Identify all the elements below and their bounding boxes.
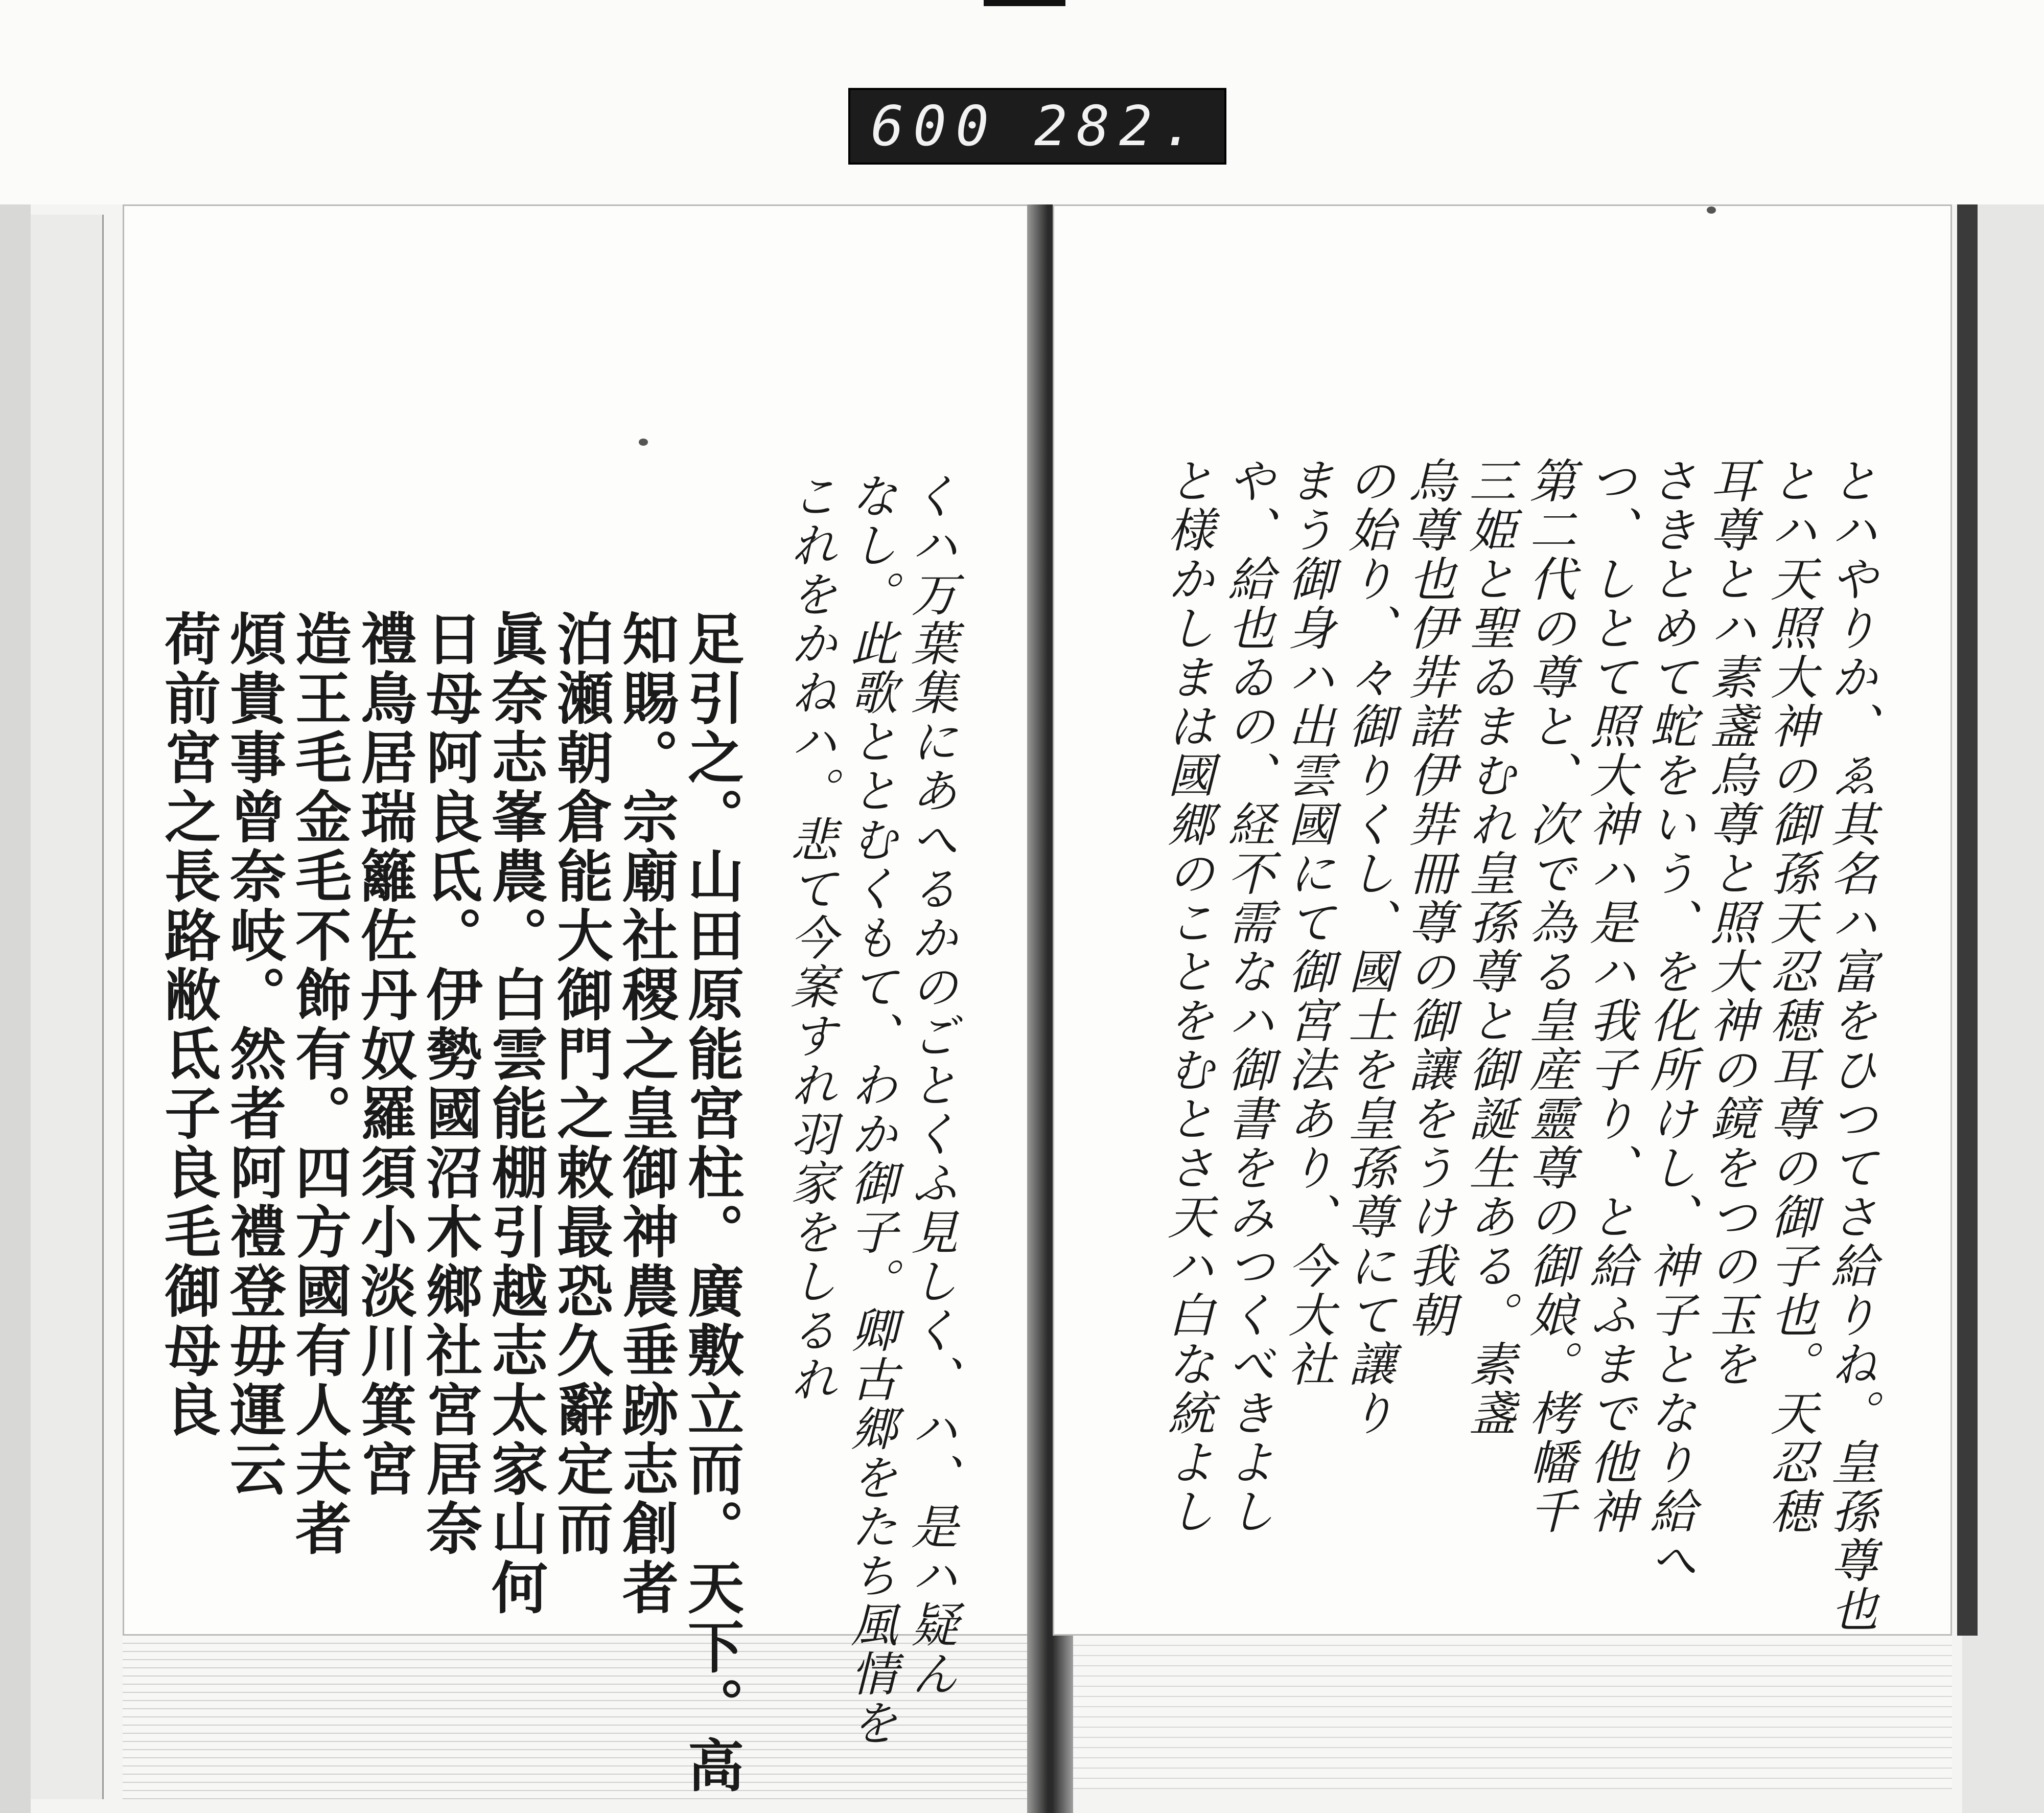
handwritten-column: さきとめて蛇をいう、を化所けし、神子となり給へ [1642, 456, 1697, 1585]
handwritten-column: 烏尊也伊弉諾伊弉冊尊の御讓をうけ我朝 [1401, 456, 1456, 1340]
handwritten-column: まう御身ハ出雲國にて御宮法あり、今大社 [1281, 456, 1335, 1389]
book-left-edge [31, 215, 104, 1799]
handwritten-column: とハやりか、ゑ其名ハ富をひつてさ給りね。皇孫尊也 [1823, 456, 1878, 1634]
kanbun-column: 知賜。宗廟社稷之皇御神農垂跡志創者 [613, 610, 679, 1618]
right-page [1053, 204, 1952, 1636]
catalog-number-left: 600 [871, 94, 998, 158]
handwritten-column: と様かしまは國郷のことをむとさ天ハ白な統よし [1160, 456, 1215, 1536]
handwritten-column: 第二代の尊と、次で為る皇産靈尊の御娘。栲幡千 [1522, 456, 1576, 1536]
kanbun-column: 眞奈志峯農。白雲能棚引越志太家山何 [482, 610, 548, 1618]
book-right-cover-edge [1957, 204, 1978, 1636]
kanbun-column: 煩貴事曾奈岐。然者阿禮登毋運云 [221, 610, 287, 1499]
handwritten-column: つ、しとて照大神ハ是ハ我子り、と給ふまで他神 [1582, 456, 1637, 1536]
kanbun-column: 造王毛金毛不飾有。四方國有人夫者 [286, 610, 352, 1558]
handwritten-column: これをかねハ。悲て今案すれ羽家をしるれ [783, 472, 838, 1404]
ink-speck [1707, 206, 1716, 214]
handwritten-column: 三姫と聖ゐまむれ皇孫尊と御誕生ある。素盞 [1461, 456, 1516, 1438]
handwritten-column: とハ天照大神の御孫天忍穂耳尊の御子也。天忍穂 [1763, 456, 1818, 1536]
handwritten-column: や、給也ゐの、経不需なハ御書をみつくべきよし [1220, 456, 1275, 1536]
kanbun-column: 禮鳥居瑞籬佐丹奴羅須小淡川箕宮 [352, 610, 417, 1499]
scan-left-edge [0, 204, 31, 1813]
top-edge-mark [984, 0, 1065, 6]
kanbun-column: 荷前宮之長路敝氐子良毛御母良 [155, 610, 221, 1440]
handwritten-column: なし。此歌ととむくもて、わか御子。卿古郷をたち風情を [843, 472, 898, 1748]
handwritten-column: くハ万葉集にあへるかのごとくふ見しく、ハ、是ハ疑ん [903, 472, 958, 1699]
kanbun-column: 泊瀬朝倉能大御門之敕最恐久辭定而 [548, 610, 614, 1558]
catalog-number-right: 282. [1034, 94, 1204, 158]
page-stack-right [1073, 1636, 1952, 1789]
handwritten-column: 耳尊とハ素盞烏尊と照大神の鏡をつの玉を [1703, 456, 1757, 1389]
kanbun-column: 日母阿良氐。伊勢國沼木鄉社宮居奈 [417, 610, 483, 1558]
ink-speck [639, 439, 648, 446]
catalog-label [848, 88, 1226, 165]
handwritten-column: の始り、々御りくし、國土を皇孫尊にて讓り [1341, 456, 1396, 1438]
kanbun-column: 足引之。山田原能宮柱。廣敷立而。天下。高 [679, 610, 745, 1796]
left-page [123, 204, 1037, 1796]
